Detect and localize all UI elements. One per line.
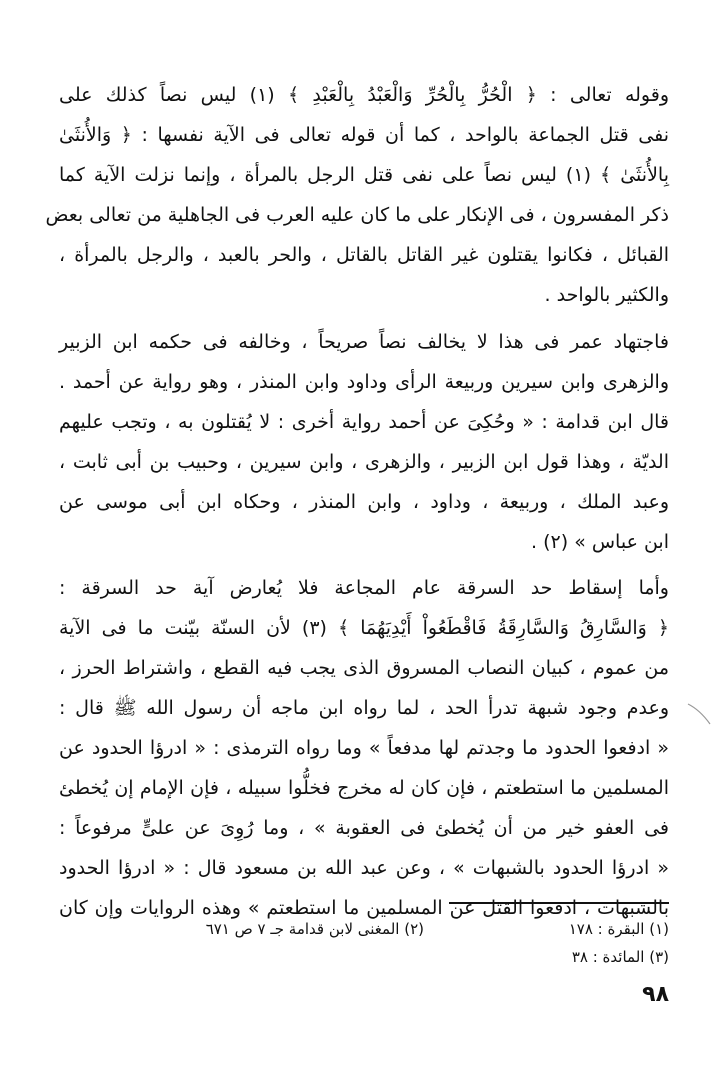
footnote-2: (٢) المغنى لابن قدامة جـ ٧ ص ٦٧١	[205, 920, 424, 938]
footnote-1: (١) البقرة : ١٧٨	[568, 920, 669, 938]
text-line: من عموم ، كبيان النصاب المسروق الذى يجب فيه القطع ، واشتراط الحرز ،	[59, 657, 669, 679]
text-line: ذكر المفسرون ، فى الإنكار على ما كان عليه العرب فى الجاهلية من تعالى بعض	[45, 204, 669, 226]
footnote-row	[59, 915, 669, 943]
text-line: نفى قتل الجماعة بالواحد ، كما أن قوله تعالى فى الآية نفسها : ﴿ وَالأُنثَىٰ	[59, 124, 669, 146]
page-number: ٩٨	[642, 982, 669, 1007]
text-line: ﴿ وَالسَّارِقُ وَالسَّارِقَةُ فَاقْطَعُواْ أَيْدِيَهُمَا ﴾ (٣) لأن السنّة بيّنت ما فى الآية	[59, 617, 670, 639]
text-line: فاجتهاد عمر فى هذا لا يخالف نصاً صريحاً ، وخالفه فى حكمه ابن الزبير	[59, 331, 669, 353]
text-line: القبائل ، فكانوا يقتلون غير القاتل بالقاتل ، والحر بالعبد ، والرجل بالمرأة ،	[59, 244, 669, 266]
text-line: وأما إسقاط حد السرقة عام المجاعة فلا يُعارض آية حد السرقة :	[59, 577, 669, 599]
text-line: والكثير بالواحد .	[544, 284, 669, 306]
text-line: بِالأُنثَىٰ ﴾ (١) ليس نصاً على نفى قتل الرجل بالمرأة ، وإنما نزلت الآية كما	[59, 164, 669, 186]
text-line: « ادفعوا الحدود ما وجدتم لها مدفعاً » وما رواه الترمذى : « ادرؤا الحدود عن	[59, 737, 669, 759]
margin-mark-icon	[686, 700, 716, 730]
footnote-row	[59, 943, 669, 971]
paragraph-2	[59, 322, 669, 562]
paragraph-1	[45, 75, 670, 315]
footnote-3: (٣) المائدة : ٣٨	[571, 948, 669, 966]
text-line: بالشبهات ، ادفعوا القتل عن المسلمين ما استطعتم » وهذه الروايات وإن كان	[59, 897, 669, 919]
text-line: ابن عباس » (٢) .	[531, 531, 669, 553]
text-line: وعبد الملك ، وربيعة ، وداود ، وابن المنذر ، وحكاه ابن أبى موسى عن	[59, 491, 669, 513]
footnotes	[59, 915, 669, 971]
text-line: فى العفو خير من أن يُخطئ فى العقوبة » ، وما رُوِىَ عن علىٍّ مرفوعاً :	[59, 817, 669, 839]
text-line: وقوله تعالى : ﴿ الْحُرُّ بِالْحُرِّ وَالْعَبْدُ بِالْعَبْدِ ﴾ (١) ليس نصاً كذلك على	[59, 84, 670, 106]
text-line: المسلمين ما استطعتم ، فإن كان له مخرج فخلُّوا سبيله ، فإن الإمام إن يُخطئ	[59, 777, 669, 799]
paragraph-3	[59, 568, 669, 928]
text-line: قال ابن قدامة : « وحُكِىَ عن أحمد رواية أخرى : لا يُقتلون به ، وتجب عليهم	[59, 411, 669, 433]
text-line: وعدم وجود شبهة تدرأ الحد ، لما رواه ابن ماجه أن رسول الله ﷺ قال :	[59, 697, 669, 719]
text-line: « ادرؤا الحدود بالشبهات » ، وعن عبد الله بن مسعود قال : « ادرؤا الحدود	[59, 857, 669, 879]
footnote-divider	[449, 902, 669, 904]
text-line: الديّة ، وهذا قول ابن الزبير ، والزهرى ، وابن سيرين ، وحبيب بن أبى ثابت ،	[59, 451, 669, 473]
text-line: والزهرى وابن سيرين وربيعة الرأى وداود وابن المنذر ، وهو رواية عن أحمد .	[59, 371, 669, 393]
